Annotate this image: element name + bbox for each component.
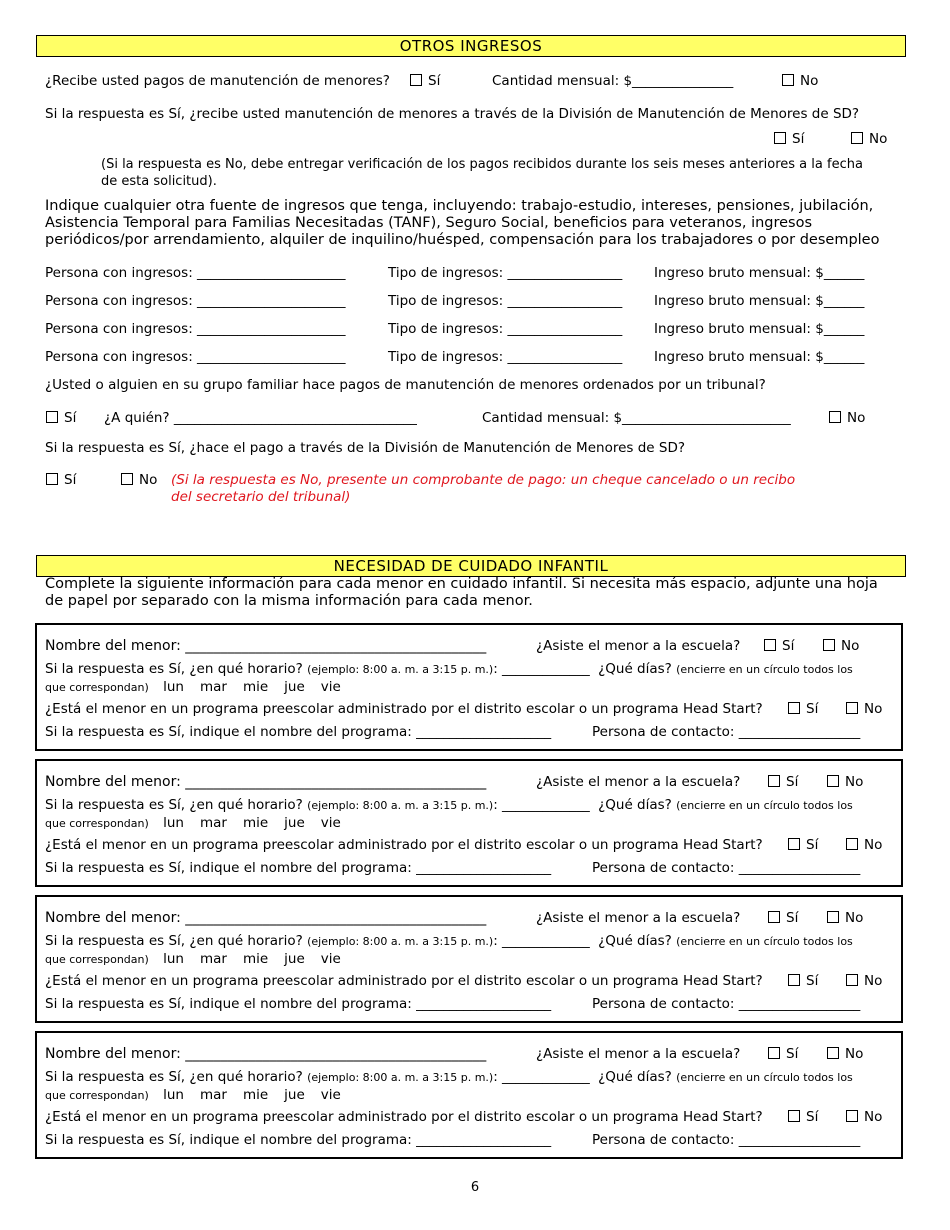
day-vie[interactable]: vie [320,951,341,967]
no-label: No [847,410,866,426]
program-name-field[interactable]: Si la respuesta es Sí, indique el nombre del programa: ____________________ [45,1132,552,1148]
attends-school-question: ¿Asiste el menor a la escuela? [536,1046,741,1062]
checkbox[interactable] [788,974,800,986]
no-label: No [845,910,864,926]
school-no[interactable] [827,910,863,926]
checkbox[interactable] [788,1110,800,1122]
child-info-box [35,623,903,751]
school-yes[interactable] [764,638,794,654]
childcare-intro-line2: de papel por separado con la misma información para cada menor. [45,593,533,609]
yes-label: Sí [806,701,819,717]
school-no[interactable] [827,774,863,790]
day-mar[interactable]: mar [199,815,227,831]
schedule-question: Si la respuesta es Sí, ¿en qué horario? [45,661,303,677]
checkbox[interactable] [846,838,858,850]
child-name-field[interactable]: Nombre del menor: ___________________________________________ [45,1046,487,1062]
day-mie[interactable]: mie [242,679,269,695]
income-person-field[interactable]: Persona con ingresos: ______________________ [45,265,346,281]
schedule-example: (ejemplo: 8:00 a. m. a 3:15 p. m.) [307,1071,494,1084]
monthly-amount-field[interactable]: Cantidad mensual: $_______________ [492,73,734,89]
contact-person-field[interactable]: Persona de contacto: __________________ [592,1132,861,1148]
school-no[interactable] [823,638,859,654]
yes-label: Sí [806,1109,819,1125]
day-mar[interactable]: mar [199,679,227,695]
no-label: No [869,131,888,147]
section-header-cuidado-infantil: NECESIDAD DE CUIDADO INFANTIL [36,555,906,577]
income-gross-field[interactable]: Ingreso bruto mensual: $______ [654,265,865,281]
days-question: ¿Qué días? [598,933,672,949]
attends-school-question: ¿Asiste el menor a la escuela? [536,910,741,926]
no-label: No [800,73,819,89]
circle-note-2: que correspondan) [45,817,149,830]
circle-note: (encierre en un círculo todos los [676,799,853,812]
days-line [45,679,357,695]
day-jue[interactable]: jue [284,679,305,695]
school-yes[interactable] [768,910,798,926]
contact-person-field[interactable]: Persona de contacto: __________________ [592,860,861,876]
attends-school-question: ¿Asiste el menor a la escuela? [536,638,741,654]
day-mie[interactable]: mie [242,815,269,831]
checkbox[interactable] [768,775,780,787]
checkbox[interactable] [827,775,839,787]
schedule-line [45,661,853,677]
no-label: No [841,638,860,654]
income-type-field[interactable]: Tipo de ingresos: _________________ [388,265,623,281]
preschool-question: ¿Está el menor en un programa preescolar administrado por el distrito escolar o un programa Head Start? [45,701,763,717]
child-name-field[interactable]: Nombre del menor: ___________________________________________ [45,638,487,654]
checkbox[interactable] [46,473,58,485]
yes-label: Sí [64,410,77,426]
no-label: No [845,774,864,790]
yes-label: Sí [786,910,799,926]
income-sources-line2: Asistencia Temporal para Familias Necesitadas (TANF), Seguro Social, beneficios para veteranos, ingresos [45,215,813,231]
schedule-line [45,1069,853,1085]
day-jue[interactable]: jue [284,951,305,967]
preschool-question: ¿Está el menor en un programa preescolar administrado por el distrito escolar o un programa Head Start? [45,1109,763,1125]
checkbox[interactable] [768,1047,780,1059]
preschool-no[interactable] [846,701,882,717]
day-jue[interactable]: jue [284,1087,305,1103]
child-info-box [35,1031,903,1159]
preschool-question: ¿Está el menor en un programa preescolar administrado por el distrito escolar o un programa Head Start? [45,837,763,853]
no-label: No [864,973,883,989]
child-support-question: ¿Recibe usted pagos de manutención de menores? [45,73,390,89]
schedule-question: Si la respuesta es Sí, ¿en qué horario? [45,1069,303,1085]
day-mar[interactable]: mar [199,951,227,967]
day-lun[interactable]: lun [163,1087,184,1103]
day-lun[interactable]: lun [163,815,184,831]
contact-person-field[interactable]: Persona de contacto: __________________ [592,996,861,1012]
days-question: ¿Qué días? [598,661,672,677]
child-support-no[interactable] [782,73,818,89]
circle-note: (encierre en un círculo todos los [676,663,853,676]
section-header-otros-ingresos: OTROS INGRESOS [36,35,906,57]
income-sources-line3: periódicos/por arrendamiento, alquiler de inquilino/huésped, compensación para los trabajadores o por desempleo [45,232,880,248]
day-vie[interactable]: vie [320,815,341,831]
school-no[interactable] [827,1046,863,1062]
yes-label: Sí [428,73,441,89]
sd-division-no[interactable] [851,131,887,147]
days-question: ¿Qué días? [598,1069,672,1085]
payment-sd-no[interactable] [121,472,157,488]
verification-note-line1: (Si la respuesta es No, debe entregar verificación de los pagos recibidos durante los seis meses anteriores a la fecha [101,157,863,172]
sd-division-question: Si la respuesta es Sí, ¿recibe usted manutención de menores a través de la División de Manutención de Menores de SD? [45,106,860,122]
school-yes[interactable] [768,774,798,790]
yes-label: Sí [792,131,805,147]
schedule-example: (ejemplo: 8:00 a. m. a 3:15 p. m.) [307,935,494,948]
payment-through-sd-question: Si la respuesta es Sí, ¿hace el pago a través de la División de Manutención de Menores de SD? [45,440,686,456]
verification-note-line2: de esta solicitud). [101,174,217,189]
checkbox[interactable] [846,1110,858,1122]
checkbox[interactable] [827,911,839,923]
days-line [45,951,357,967]
income-gross-field[interactable]: Ingreso bruto mensual: $______ [654,293,865,309]
checkbox[interactable] [851,132,863,144]
program-name-field[interactable]: Si la respuesta es Sí, indique el nombre del programa: ____________________ [45,996,552,1012]
day-mar[interactable]: mar [199,1087,227,1103]
preschool-yes[interactable] [788,701,818,717]
day-mie[interactable]: mie [242,1087,269,1103]
day-vie[interactable]: vie [320,679,341,695]
days-line [45,815,357,831]
contact-person-field[interactable]: Persona de contacto: __________________ [592,724,861,740]
program-name-field[interactable]: Si la respuesta es Sí, indique el nombre del programa: ____________________ [45,724,552,740]
checkbox[interactable] [774,132,786,144]
page-number: 6 [470,1180,480,1195]
schedule-example: (ejemplo: 8:00 a. m. a 3:15 p. m.) [307,663,494,676]
childcare-intro-line1: Complete la siguiente información para cada menor en cuidado infantil. Si necesita más espacio, adjunte una hoja [45,576,878,592]
child-info-box [35,895,903,1023]
checkbox[interactable] [46,411,58,423]
preschool-no[interactable] [846,837,882,853]
proof-of-payment-note-line2: del secretario del tribunal) [171,489,351,505]
no-label: No [864,701,883,717]
to-whom-field[interactable]: ¿A quién? ____________________________________ [104,410,417,426]
yes-label: Sí [782,638,795,654]
preschool-no[interactable] [846,1109,882,1125]
school-yes[interactable] [768,1046,798,1062]
checkbox[interactable] [121,473,133,485]
preschool-yes[interactable] [788,973,818,989]
child-info-box [35,759,903,887]
court-ordered-yes[interactable] [46,410,76,426]
child-name-field[interactable]: Nombre del menor: ___________________________________________ [45,910,487,926]
schedule-line [45,797,853,813]
schedule-field[interactable]: : _____________ [493,1069,590,1085]
no-label: No [864,1109,883,1125]
income-person-field[interactable]: Persona con ingresos: ______________________ [45,349,346,365]
court-ordered-question: ¿Usted o alguien en su grupo familiar hace pagos de manutención de menores ordenados por un tribunal? [45,377,766,393]
schedule-question: Si la respuesta es Sí, ¿en qué horario? [45,933,303,949]
income-type-field[interactable]: Tipo de ingresos: _________________ [388,293,623,309]
checkbox[interactable] [829,411,841,423]
schedule-field[interactable]: : _____________ [493,933,590,949]
sd-division-yes[interactable] [774,131,804,147]
income-person-field[interactable]: Persona con ingresos: ______________________ [45,321,346,337]
preschool-yes[interactable] [788,1109,818,1125]
income-sources-line1: Indique cualquier otra fuente de ingresos que tenga, incluyendo: trabajo-estudio, intereses, pensiones, jubilación, [45,198,874,214]
day-mie[interactable]: mie [242,951,269,967]
schedule-question: Si la respuesta es Sí, ¿en qué horario? [45,797,303,813]
day-vie[interactable]: vie [320,1087,341,1103]
checkbox[interactable] [410,74,422,86]
checkbox[interactable] [768,911,780,923]
child-support-yes[interactable] [410,73,440,89]
circle-note: (encierre en un círculo todos los [676,1071,853,1084]
circle-note-2: que correspondan) [45,1089,149,1102]
yes-label: Sí [64,472,77,488]
circle-note-2: que correspondan) [45,953,149,966]
circle-note: (encierre en un círculo todos los [676,935,853,948]
checkbox[interactable] [827,1047,839,1059]
checkbox[interactable] [823,639,835,651]
circle-note-2: que correspondan) [45,681,149,694]
schedule-field[interactable]: : _____________ [493,797,590,813]
day-lun[interactable]: lun [163,951,184,967]
no-label: No [139,472,158,488]
day-lun[interactable]: lun [163,679,184,695]
schedule-line [45,933,853,949]
checkbox[interactable] [788,838,800,850]
days-question: ¿Qué días? [598,797,672,813]
income-gross-field[interactable]: Ingreso bruto mensual: $______ [654,321,865,337]
payment-sd-yes[interactable] [46,472,76,488]
yes-label: Sí [786,1046,799,1062]
monthly-amount-field-2[interactable]: Cantidad mensual: $_________________________ [482,410,791,426]
schedule-example: (ejemplo: 8:00 a. m. a 3:15 p. m.) [307,799,494,812]
schedule-field[interactable]: : _____________ [493,661,590,677]
yes-label: Sí [786,774,799,790]
income-type-field[interactable]: Tipo de ingresos: _________________ [388,349,623,365]
income-gross-field[interactable]: Ingreso bruto mensual: $______ [654,349,865,365]
attends-school-question: ¿Asiste el menor a la escuela? [536,774,741,790]
income-person-field[interactable]: Persona con ingresos: ______________________ [45,293,346,309]
child-name-field[interactable]: Nombre del menor: ___________________________________________ [45,774,487,790]
no-label: No [845,1046,864,1062]
checkbox[interactable] [846,974,858,986]
income-type-field[interactable]: Tipo de ingresos: _________________ [388,321,623,337]
no-label: No [864,837,883,853]
court-ordered-no[interactable] [829,410,865,426]
program-name-field[interactable]: Si la respuesta es Sí, indique el nombre del programa: ____________________ [45,860,552,876]
preschool-yes[interactable] [788,837,818,853]
proof-of-payment-note-line1: (Si la respuesta es No, presente un comprobante de pago: un cheque cancelado o un recibo [171,472,796,488]
checkbox[interactable] [764,639,776,651]
checkbox[interactable] [788,702,800,714]
preschool-question: ¿Está el menor en un programa preescolar administrado por el distrito escolar o un programa Head Start? [45,973,763,989]
checkbox[interactable] [846,702,858,714]
days-line [45,1087,357,1103]
yes-label: Sí [806,973,819,989]
yes-label: Sí [806,837,819,853]
day-jue[interactable]: jue [284,815,305,831]
checkbox[interactable] [782,74,794,86]
preschool-no[interactable] [846,973,882,989]
